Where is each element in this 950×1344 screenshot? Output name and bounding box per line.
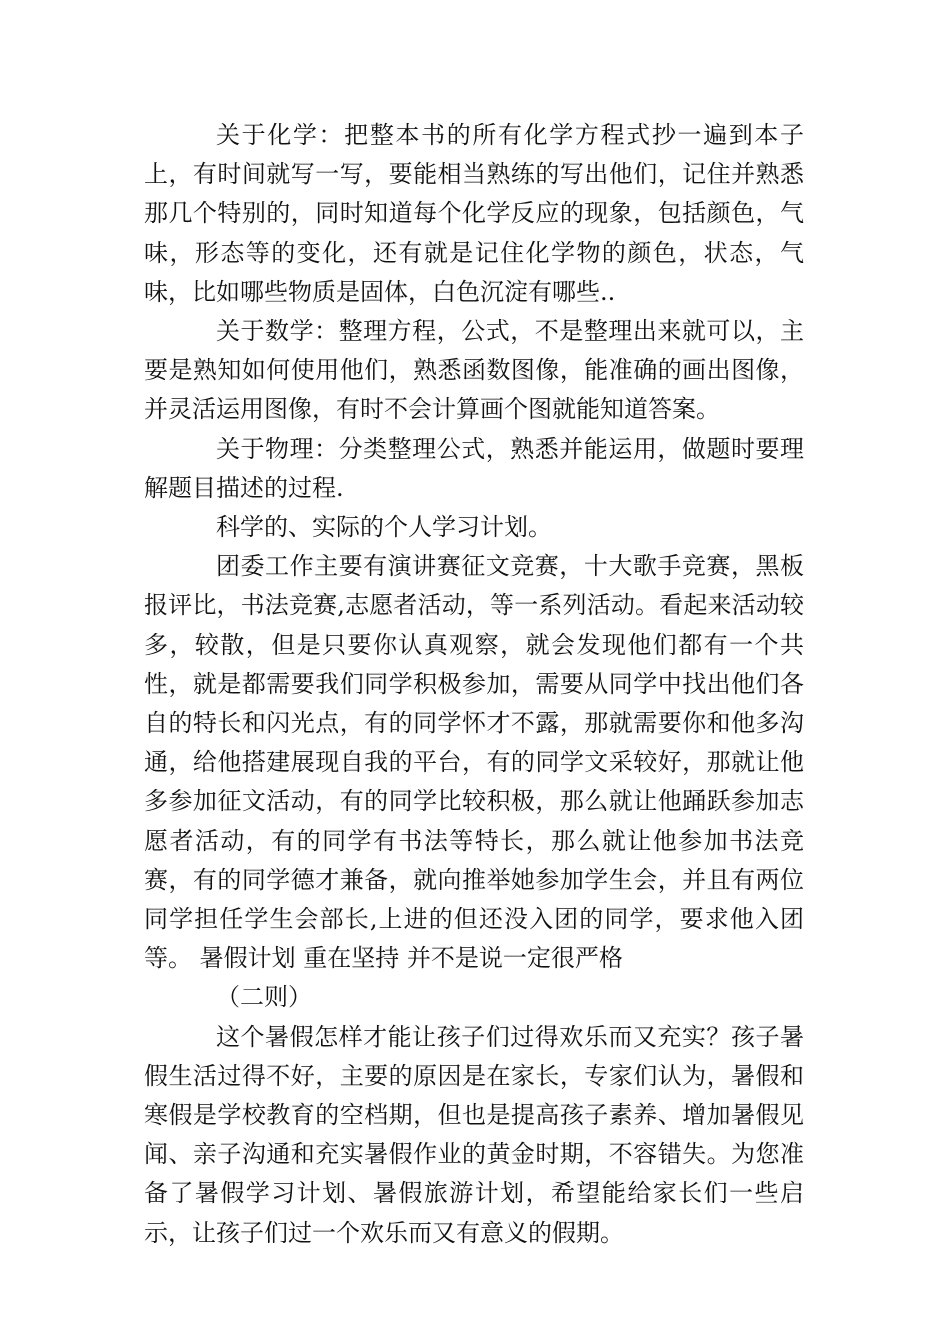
paragraph-summer-vacation: 这个暑假怎样才能让孩子们过得欢乐而又充实？孩子暑假生活过得不好，主要的原因是在家长，专家们认为，暑假和寒假是学校教育的空档期，但也是提高孩子素养、增加暑假见闻、亲子沟通和充实暑假作业的黄金时期，不容错失。为您准备了暑假学习计划、暑假旅游计划，希望能给家长们一些启示，让孩子们过一个欢乐而又有意义的假期。 (144, 1022, 804, 1247)
paragraph-study-plan: 科学的、实际的个人学习计划。 (216, 513, 552, 542)
paragraph-league-work: 团委工作主要有演讲赛征文竞赛，十大歌手竞赛，黑板报评比，书法竞赛,志愿者活动，等一系列活动。看起来活动较多，较散，但是只要你认真观察，就会发现他们都有一个共性，就是都需要我们同学积极参加，需要从同学中找出他们各自的特长和闪光点，有的同学怀才不露，那就需要你和他多沟通，给他搭建展现自我的平台，有的同学文采较好，那就让他多参加征文活动，有的同学比较积极，那么就让他踊跃参加志愿者活动，有的同学有书法等特长，那么就让他参加书法竞赛，有的同学德才兼备，就向推举她参加学生会，并且有两位同学担任学生会部长,上进的但还没入团的同学，要求他入团等。 暑假计划 重在坚持 并不是说一定很严格 (144, 552, 804, 973)
paragraph-math: 关于数学：整理方程，公式，不是整理出来就可以，主要是熟知如何使用他们，熟悉函数图像，能准确的画出图像，并灵活运用图像，有时不会计算画个图就能知道答案。 (144, 317, 804, 424)
paragraph-section-heading: （二则） (216, 983, 312, 1012)
document-page (144, 116, 804, 1253)
paragraph-physics: 关于物理：分类整理公式，熟悉并能运用，做题时要理解题目描述的过程. (144, 434, 804, 502)
paragraph-chemistry: 关于化学：把整本书的所有化学方程式抄一遍到本子上，有时间就写一写，要能相当熟练的写出他们，记住并熟悉那几个特别的，同时知道每个化学反应的现象，包括颜色，气味，形态等的变化，还有就是记住化学物的颜色，状态，气味，比如哪些物质是固体，白色沉淀有哪些.. (144, 121, 804, 306)
